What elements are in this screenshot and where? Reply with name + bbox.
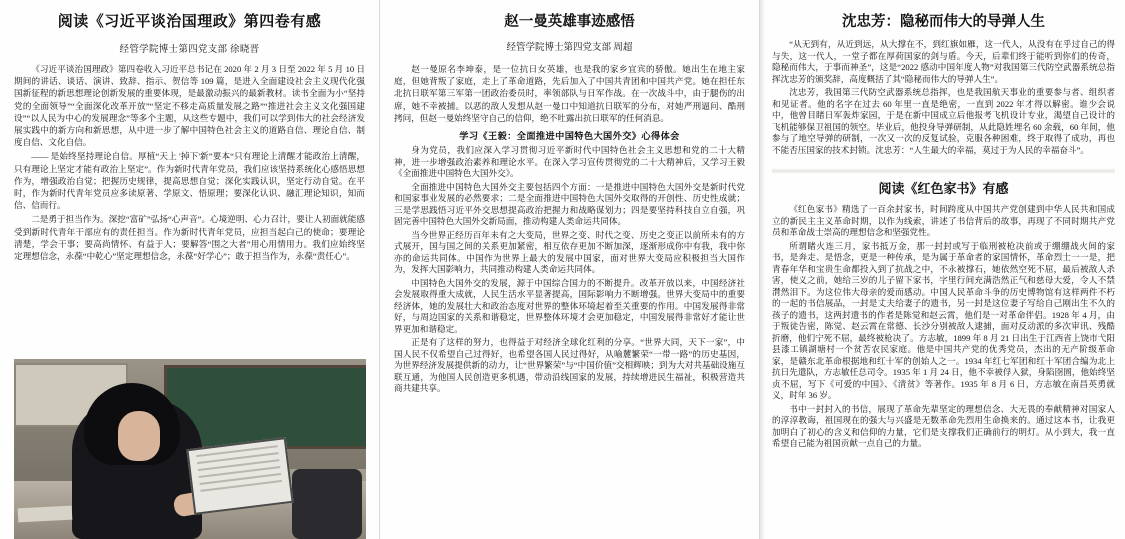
photo-book xyxy=(18,506,73,523)
article-1-paragraph: —— 是始终坚持理论自信。厚植“天上 '掉下'新”要本“只有理论上清醒才能政治上清醒，只有理论上坚定才能有政治上坚定”。作为新时代青年党员，我们应该坚持系统化心感悟思想作为，增强政治自觉；把握历史规律，提高思想自觉；深化实践认识，坚定行动自觉。在平时，作为新时代青年党员应多读原著、学原文、悟原理；要深化认识、融汇理论知识，知而信、信而行。 xyxy=(14,151,365,211)
article-2-paragraph: 全面推进中国特色大国外交主要包括四个方面：一是推进中国特色大国外交是新时代党和国家事业发展的必然要求；二是全面推进中国特色大国外交取得的开创性、历史性成就；三是学思践悟习近平外交思想提高政治把握力和战略谋划力；四是要坚持科技自立自强，巩固完善中国特色大国外交新局面，推动构建人类命运共同体。 xyxy=(394,181,745,227)
article-1-paragraph: 《习近平谈治国理政》第四卷收入习近平总书记在 2020 年 2 月 3 日至 2022 年 5 月 10 日期间的讲话、谈话、演讲、致辞、指示、贺信等 109 篇，是进入全面建设社会主义现代化强国新征程的新思想理论创新发展的重要体现，是最激动振兴的最新教材。读书全面为小“坚持党的全面领导”“全面深化改革开放”“坚定不移走高质量发展之路”“推进社会主义文化强国建设”“以人民为中心的发展理念”等多个主题，从这些专题中，我们可以学到伟大的社会经济发展实践中的新方向和新思想，从中进一步了解中国特色社会主义的道路自信、理论自信、制度自信、文化自信。 xyxy=(14,64,365,148)
page-edge-shadow xyxy=(760,0,765,539)
article-4 xyxy=(772,178,1115,450)
article-4-title: 阅读《红色家书》有感 xyxy=(878,181,1009,197)
article-column-1 xyxy=(0,0,380,539)
article-4-paragraph: 所谓睹火连三月，家书抵万金，那一封封或写于临刑被枪决前或于绷绷战火间的家书，是奔走、是悟念，更是一种传承，是为属于革命者的家国情怀，革命烈士一一是，把青春年华和宝贵生命都投入到了抗战之中，不永被撑石，她依然空死不屈，最后被敌人杀害，使义之前，她给三岁的儿子留下家书，字里行间充满浩然正气和慈母大爱，令人不禁潸然泪下。为这位伟大母亲的爱而感动。中国人民革命斗争的历史博物馆有这样两件不朽的一起的书信展品，一封是丈夫给妻子的遗书，另一封是这位妻子写给自己刚出生不久的孩子的遗书，这两封遗书的作者是陈觉和赵云霄，他们是一对革命伴侣。1928 年 4 月，由于叛徒告密，陈觉、赵云霄在常德、长沙分别被敌人逮捕，面对反动派的多次审讯、残酷折磨，他们宁死不屈，最终被枪决了。方志敏，1899 年 8 月 21 日出生于江西省上饶市弋阳县漆工镇湖塘村一个贫苦农民家庭。他是中国共产党的优秀党员，杰出的无产阶级革命家，是赣东北革命根据地和红十军的创始人之一。1934 年红七军团和红十军团合编为北上抗日先遣队，方志敏任总司令。1935 年 1 月 24 日，他不幸被俘入狱，身陷囹圄，他始终坚贞不屈，写下《可爱的中国》、《清贫》等著作。1935 年 8 月 6 日，方志敏在南昌英勇就义，时年 36 岁。 xyxy=(772,240,1115,401)
article-1-byline: 经管学院博士第四党支部 徐晓晋 xyxy=(119,45,260,55)
article-1-title: 阅读《习近平谈治国理政》第四卷有感 xyxy=(57,14,322,30)
article-3 xyxy=(772,10,1115,164)
photo-person-face xyxy=(118,411,160,461)
article-2-paragraph: 当今世界正经历百年未有之大变局，世界之变、时代之变、历史之变正以前所未有的方式展开，国与国之间的关系更加紧密，相互依存更加不断加深，逐渐形成你中有我，我中你亦的命运共同体。中国作为世界上最大的发展中国家，面对世界大变局应积极担当大国作为，发挥大国影响力，共同推动构建人类命运共同体。 xyxy=(394,229,745,275)
article-2-paragraph: 中国特色大国外交的发展，源于中国综合国力的不断提升。改革开放以来，中国经济社会发展取得重大成就，人民生活水平显著提高，国际影响力不断增强。世界大变局中的重要经济体，她的发展壮大和政治态度对世界的整体环境起着至关重要的作用。中国发展得非常好，与周边国家的关系和谐稳定，世界整体环境才会更加稳定，中国发展得非常好才能让世界更加和谐稳定。 xyxy=(394,277,745,334)
page-divider xyxy=(772,168,1115,174)
article-2-paragraph: 正是有了这样的努力，也得益于对经济全球化红利的分享。“世界大同，天下一家”，中国人民不仅希望自己过得好，也希望各国人民过得好，从喻麓繁荣“一带一路”的历史基因，为世界经济发展提供新的动力，让“世界繁荣”与“中国价值”交相辉映；到为大对共基础设施互联互通，为他国人民创造更多机遇，带动沿线国家的发展，持续增进民生福祉，积极营造共商共建共享。 xyxy=(394,337,745,394)
article-1-paragraph: 二是勇于担当作为。深挖“富矿”弘扬“心声音”。心境逆明、心力召计，要让人初面就能感受到新时代青年干部应有的责任担当。作为新时代青年党员，应担当起白己的使命；要理论清楚，学会干事；要高尚情怀、有益于人；要解答“围之大者”用心用情用力。我们应始终坚定理想信念，永葆“中乾心”坚定理想信念，永葆“好学心”；敢于担当作为，永葆“责任心”。 xyxy=(14,214,365,262)
article-4-paragraph: 《红色家书》精选了一百余封家书，时间跨度从中国共产党创建到中华人民共和国成立的新民主主义革命时期，以作为线索，讲述了书信背后的故事，再现了不同时期共产党员和革命战士崇高的理想信念和坚强党性。 xyxy=(772,204,1115,238)
article-2-paragraph: 赵一曼原名李坤泰，是一位抗日女英雄，也是我的家乡宜宾的骄傲。她出生在地主家庭，但她背叛了家庭，走上了革命道路，先后加入了中国共青团和中国共产党。她在担任东北抗日联军第三军第一团政治委员时，率领部队与日军作战。在一次战斗中，由于腿伤的出席，她不幸被捕。以恶的敌人发想从赵一曼口中知道抗日联军的分布，对她严刑逼问、酷刑拷问，但赵一曼始终坚守自己的信仰，绝不吐露出抗日联军的任何消息。 xyxy=(394,64,745,123)
photo-tablet xyxy=(186,437,293,515)
article-2-section-heading: 学习《王毅：全面推进中国特色大国外交》心得体会 xyxy=(459,131,680,142)
article-2-byline: 经管学院博士第四党支部 周超 xyxy=(506,43,633,53)
article-2-title: 赵一曼英雄事迹感悟 xyxy=(504,14,635,30)
article-3-paragraph: “从无到有，从近到远，从大撑在不，到红旗如雁，这一代人，从没有在乎过自己的得与失，这一代人，一堂子都在厚荷国家的剑与盾。今天，后辈们终于能听到你们的传奇，隐秘而伟大，于事而神圣”，这是“2022 感动中国年度人物”对我国第三代防空武器系统总指挥沈忠芳的颁奖辞，高度概括了其“隐秘而伟大的导弹人生”。 xyxy=(772,39,1115,84)
article-3-paragraph: 沈忠芳，我国第三代防空武器系统总指挥，也是我国航天事业的重要参与者、组织者和见证者。他的名字在过去 60 年里一直是绝密，一直到 2022 年才得以解密。谁少会说中，他曾目睹日军轰炸家园，于是在新中国成立后他报考飞机设计专业，渴望自己设计的飞机能够保卫祖国的领空。毕业后，他投身导弹研制，从此隐姓埋名 60 余载，60 年间，他参与了地空导弹的研制，一次又一次的反复试验，克服各种困难，终于取得了成功，再也不能否压国家的技术封锁。沈忠芳：“人生最大的幸福，莫过于为人民的幸福奋斗”。 xyxy=(772,87,1115,155)
article-3-title: 沈忠芳：隐秘而伟大的导弹人生 xyxy=(842,14,1045,30)
article-4-paragraph: 书中一封封入的书信，展现了革命先辈坚定的理想信念、大无畏的奉献精神对国家人的淳淳教诲，祖国现在的强大与兴盛是无数革命先烈用生命换来的。通过这本书，让我更加明白了初心的含义和信仰的力量，它们是支撑我们正确前行的明灯。从小到大，我一直希望自己能为祖国贡献一点自己的力量。 xyxy=(772,403,1115,449)
article-column-3 xyxy=(760,0,1125,539)
article-column-2 xyxy=(380,0,760,539)
classroom-photo xyxy=(14,359,366,539)
photo-chair xyxy=(292,469,362,539)
article-2-paragraph: 身为党员，我们应深入学习贯彻习近平新时代中国特色社会主义思想和党的二十大精神，进一步增强政治素养和理论水平。在深入学习宣传贯彻党的二十大精神后，又学习王毅《全面推进中国特色大国外交》。 xyxy=(394,145,745,179)
